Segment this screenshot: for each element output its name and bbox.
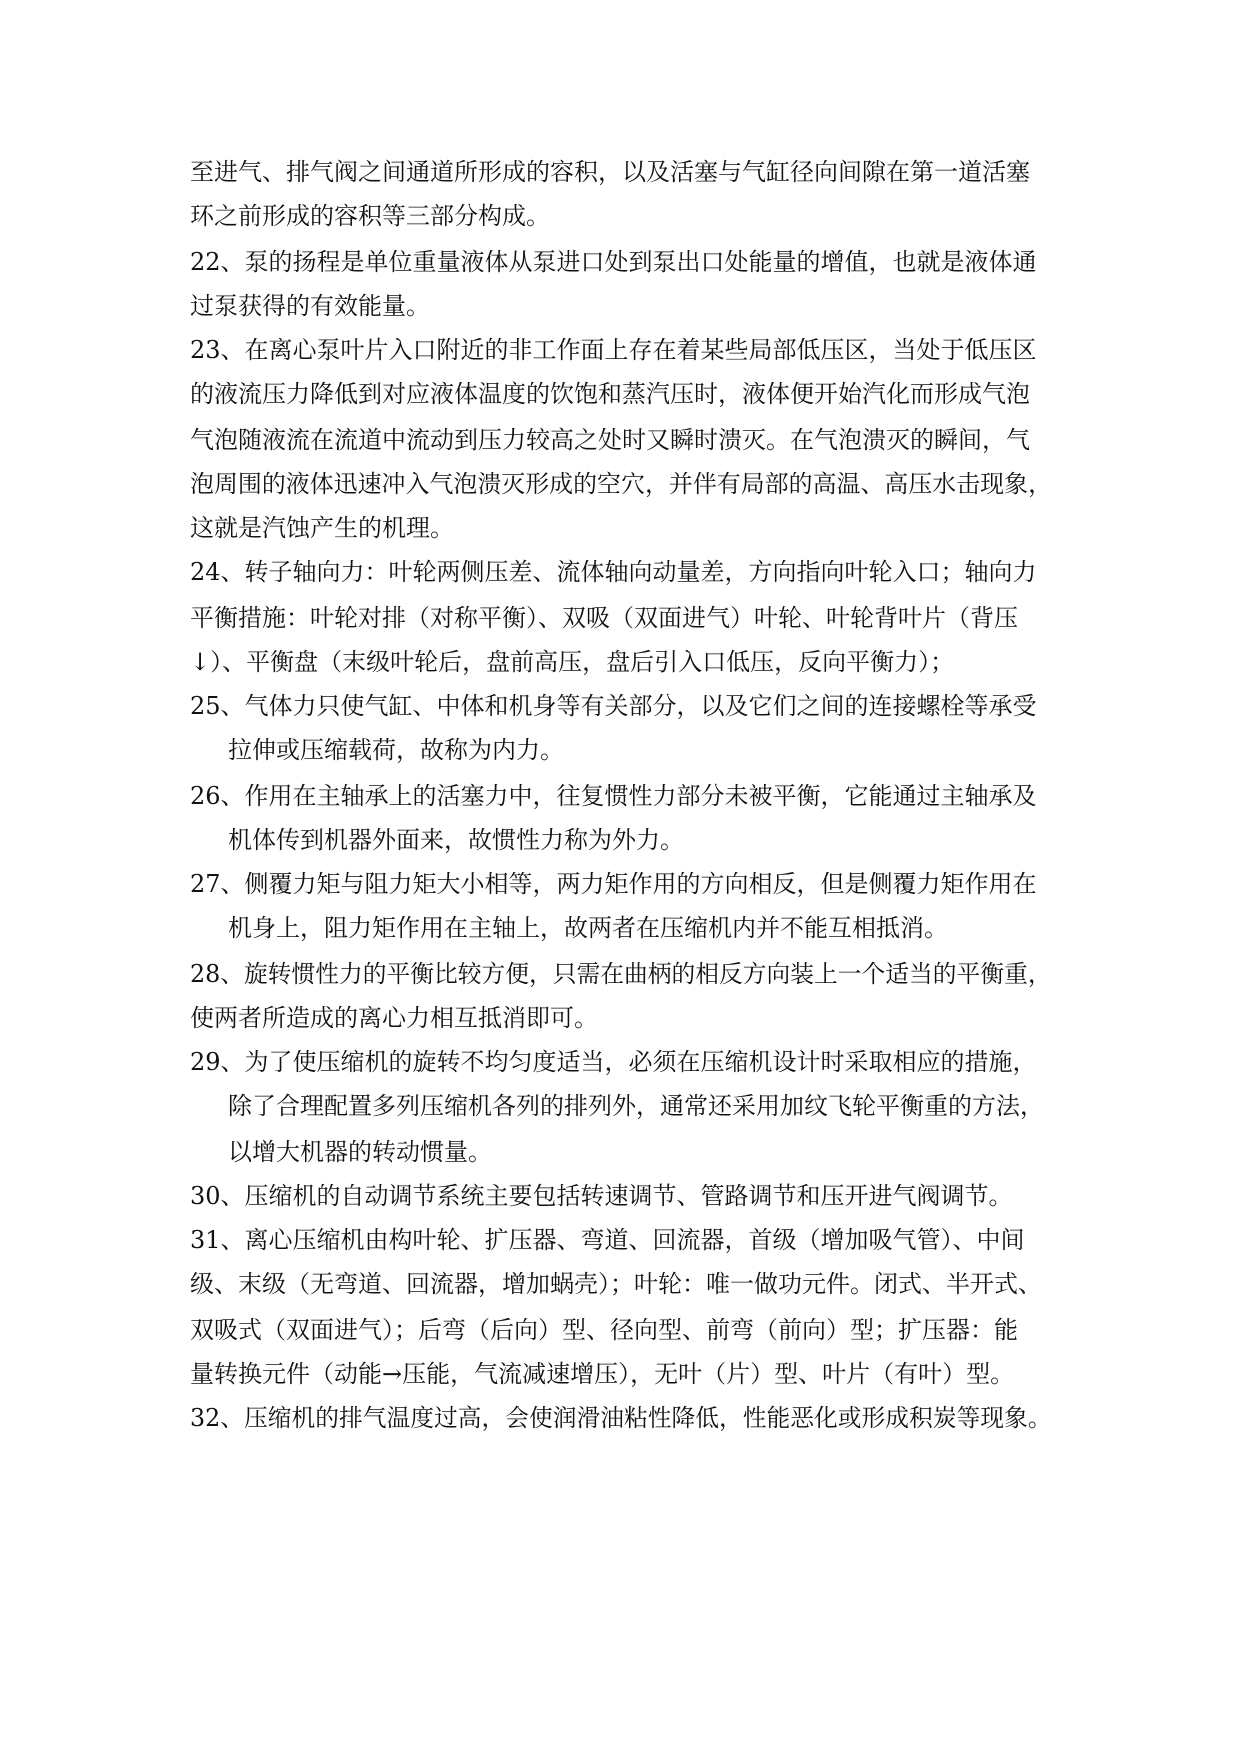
- text-line: 平衡措施：叶轮对排（对称平衡）、双吸（双面进气）叶轮、叶轮背叶片（背压: [190, 604, 1018, 632]
- text-line: 拉伸或压缩载荷，故称为内力。: [228, 736, 564, 764]
- text-line: 23、在离心泵叶片入口附近的非工作面上存在着某些局部低压区，当处于低压区: [190, 336, 1037, 364]
- text-line: 24、转子轴向力：叶轮两侧压差、流体轴向动量差，方向指向叶轮入口；轴向力: [190, 558, 1037, 586]
- text-line: 使两者所造成的离心力相互抵消即可。: [190, 1004, 598, 1032]
- text-line: 双吸式（双面进气）；后弯（后向）型、径向型、前弯（前向）型；扩压器：能: [190, 1316, 1018, 1344]
- text-line: 以增大机器的转动惯量。: [228, 1138, 492, 1166]
- text-line: 32、压缩机的排气温度过高，会使润滑油粘性降低，性能恶化或形成积炭等现象。: [190, 1404, 1052, 1432]
- text-line: 31、离心压缩机由构叶轮、扩压器、弯道、回流器，首级（增加吸气管）、中间: [190, 1226, 1025, 1254]
- text-line: 环之前形成的容积等三部分构成。: [190, 202, 550, 230]
- text-line: 机身上，阻力矩作用在主轴上，故两者在压缩机内并不能互相抵消。: [228, 914, 948, 942]
- text-line: 25、气体力只使气缸、中体和机身等有关部分，以及它们之间的连接螺栓等承受: [190, 692, 1037, 720]
- text-line: 量转换元件（动能→压能，气流减速增压），无叶（片）型、叶片（有叶）型。: [190, 1360, 1015, 1388]
- text-line: ↓）、平衡盘（末级叶轮后，盘前高压，盘后引入口低压，反向平衡力）；: [190, 648, 955, 676]
- text-line: 过泵获得的有效能量。: [190, 292, 430, 320]
- text-line: 27、侧覆力矩与阻力矩大小相等，两力矩作用的方向相反，但是侧覆力矩作用在: [190, 870, 1037, 898]
- text-line: 气泡随液流在流道中流动到压力较高之处时又瞬时溃灭。在气泡溃灭的瞬间，气: [190, 426, 1030, 454]
- text-line: 这就是汽蚀产生的机理。: [190, 514, 454, 542]
- text-line: 级、末级（无弯道、回流器，增加蜗壳）；叶轮：唯一做功元件。闭式、半开式、: [190, 1270, 1042, 1298]
- text-line: 26、作用在主轴承上的活塞力中，往复惯性力部分未被平衡，它能通过主轴承及: [190, 782, 1037, 810]
- text-line: 机体传到机器外面来，故惯性力称为外力。: [228, 826, 684, 854]
- text-line: 22、泵的扬程是单位重量液体从泵进口处到泵出口处能量的增值，也就是液体通: [190, 248, 1037, 276]
- text-line: 28、旋转惯性力的平衡比较方便，只需在曲柄的相反方向装上一个适当的平衡重，: [190, 960, 1052, 988]
- text-line: 除了合理配置多列压缩机各列的排列外，通常还采用加纹飞轮平衡重的方法，: [228, 1092, 1044, 1120]
- text-line: 30、压缩机的自动调节系统主要包括转速调节、管路调节和压开进气阀调节。: [190, 1182, 1013, 1210]
- text-line: 的液流压力降低到对应液体温度的饮饱和蒸汽压时，液体便开始汽化而形成气泡: [190, 380, 1030, 408]
- text-line: 29、为了使压缩机的旋转不均匀度适当，必须在压缩机设计时采取相应的措施，: [190, 1048, 1037, 1076]
- text-line: 泡周围的液体迅速冲入气泡溃灭形成的空穴，并伴有局部的高温、高压水击现象，: [190, 470, 1053, 498]
- text-line: 至进气、排气阀之间通道所形成的容积，以及活塞与气缸径向间隙在第一道活塞: [190, 158, 1030, 186]
